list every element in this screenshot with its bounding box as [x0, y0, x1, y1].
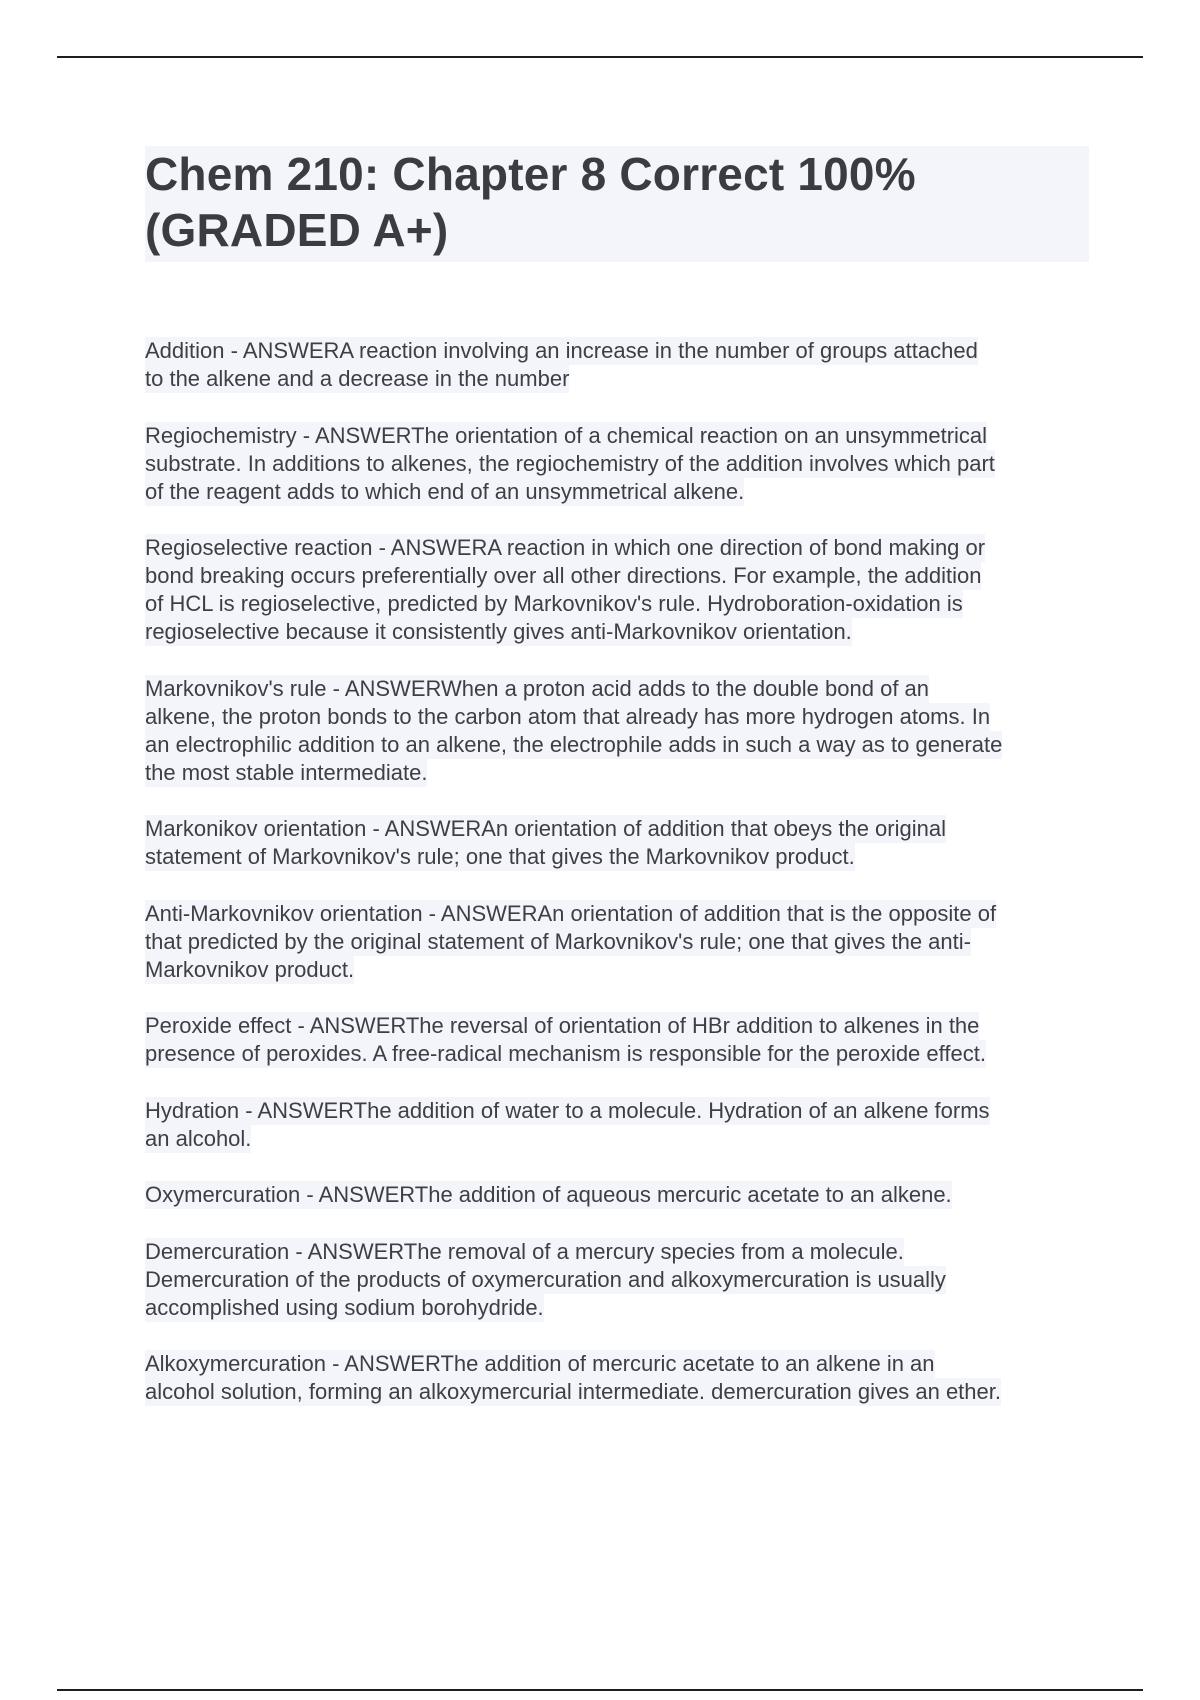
glossary-entry-row [145, 1350, 1095, 1378]
glossary-entry-row [145, 759, 1095, 787]
glossary-entry-row [145, 1181, 1095, 1209]
glossary-entry-row [145, 1012, 1095, 1040]
glossary-entry-row [145, 675, 1095, 703]
glossary-entry-row [145, 618, 1095, 646]
bottom-divider [57, 1689, 1143, 1691]
glossary-entry-row [145, 1238, 1095, 1266]
glossary-entry-row [145, 590, 1095, 618]
glossary-entry-row [145, 1378, 1095, 1406]
glossary-entry-row [145, 422, 1095, 450]
glossary-entry-row [145, 1097, 1095, 1125]
glossary-entry-line: Regiochemistry - ANSWERThe orientation of a chemical reaction on an unsymmetrical [145, 422, 988, 448]
glossary-entry-line: presence of peroxides. A free-radical mechanism is responsible for the peroxide effect. [145, 1041, 986, 1066]
glossary-entry-line: of the reagent adds to which end of an unsymmetrical alkene. [145, 478, 745, 504]
glossary-entry-row [145, 365, 1095, 393]
glossary-entry [145, 534, 1095, 646]
glossary-entry-line: Addition - ANSWERA reaction involving an increase in the number of groups attached [145, 338, 978, 363]
glossary-entry [145, 675, 1095, 787]
glossary-entry-line: Regioselective reaction - ANSWERA reaction in which one direction of bond making or [145, 535, 986, 560]
glossary-entry-line: alkene, the proton bonds to the carbon atom that already has more hydrogen atoms. In [145, 703, 991, 729]
glossary-entry-line: Hydration - ANSWERThe addition of water to a molecule. Hydration of an alkene forms [145, 1097, 990, 1123]
glossary-entry-line: an alcohol. [145, 1125, 252, 1151]
glossary-entry-row [145, 731, 1095, 759]
glossary-entry-row [145, 703, 1095, 731]
glossary-entry-row [145, 1266, 1095, 1294]
page-title-line: Chem 210: Chapter 8 Correct 100% [145, 148, 916, 200]
glossary-entry-row [145, 450, 1095, 478]
glossary-entry [145, 1012, 1095, 1068]
glossary-entry-line: regioselective because it consistently gives anti-Markovnikov orientation. [145, 619, 852, 644]
glossary-entry-line: bond breaking occurs preferentially over all other directions. For example, the addition [145, 563, 982, 588]
glossary-entry-row [145, 900, 1095, 928]
glossary-entry-line: substrate. In additions to alkenes, the regiochemistry of the addition involves which part [145, 450, 995, 476]
glossary-entry-line: Demercuration of the products of oxymercuration and alkoxymercuration is usually [145, 1266, 946, 1292]
glossary-entry-line: to the alkene and a decrease in the number [145, 366, 570, 391]
glossary-entry-row [145, 843, 1095, 871]
page-title [145, 146, 1089, 262]
glossary-entry-row [145, 337, 1095, 365]
top-divider [57, 56, 1143, 58]
glossary-entry-line: alcohol solution, forming an alkoxymercurial intermediate. demercuration gives an ether. [145, 1379, 1001, 1404]
glossary-entry-line: Anti-Markovnikov orientation - ANSWERAn orientation of addition that is the opposite of [145, 900, 997, 926]
glossary-entry-line: Markovnikov's rule - ANSWERWhen a proton acid adds to the double bond of an [145, 675, 930, 701]
glossary-entry-row [145, 1040, 1095, 1068]
glossary-entry [145, 337, 1095, 393]
glossary-entry-line: an electrophilic addition to an alkene, the electrophile adds in such a way as to generate [145, 731, 1003, 757]
glossary-entry [145, 900, 1095, 984]
glossary-entry-row [145, 562, 1095, 590]
glossary-entry-row [145, 956, 1095, 984]
glossary-entry-line: Demercuration - ANSWERThe removal of a mercury species from a molecule. [145, 1238, 904, 1264]
glossary-list [145, 337, 1095, 1435]
glossary-entry-line: Alkoxymercuration - ANSWERThe addition of mercuric acetate to an alkene in an [145, 1351, 935, 1376]
glossary-entry-line: accomplished using sodium borohydride. [145, 1294, 544, 1320]
glossary-entry-row [145, 478, 1095, 506]
glossary-entry [145, 815, 1095, 871]
glossary-entry-line: Oxymercuration - ANSWERThe addition of aqueous mercuric acetate to an alkene. [145, 1182, 952, 1207]
glossary-entry-line: Markonikov orientation - ANSWERAn orientation of addition that obeys the original [145, 816, 946, 841]
glossary-entry-line: that predicted by the original statement of Markovnikov's rule; one that gives the anti- [145, 928, 971, 954]
glossary-entry [145, 1238, 1095, 1322]
glossary-entry-row [145, 1294, 1095, 1322]
glossary-entry [145, 1097, 1095, 1153]
glossary-entry [145, 1350, 1095, 1406]
glossary-entry-row [145, 815, 1095, 843]
glossary-entry-row [145, 928, 1095, 956]
glossary-entry-line: Markovnikov product. [145, 956, 355, 982]
glossary-entry-line: the most stable intermediate. [145, 759, 428, 785]
glossary-entry [145, 1181, 1095, 1209]
glossary-entry-line: of HCL is regioselective, predicted by Markovnikov's rule. Hydroboration-oxidation is [145, 591, 963, 616]
glossary-entry [145, 422, 1095, 506]
glossary-entry-line: statement of Markovnikov's rule; one that gives the Markovnikov product. [145, 844, 855, 869]
glossary-entry-row [145, 534, 1095, 562]
glossary-entry-line: Peroxide effect - ANSWERThe reversal of orientation of HBr addition to alkenes in the [145, 1013, 980, 1038]
page-title-line: (GRADED A+) [145, 204, 449, 256]
glossary-entry-row [145, 1125, 1095, 1153]
